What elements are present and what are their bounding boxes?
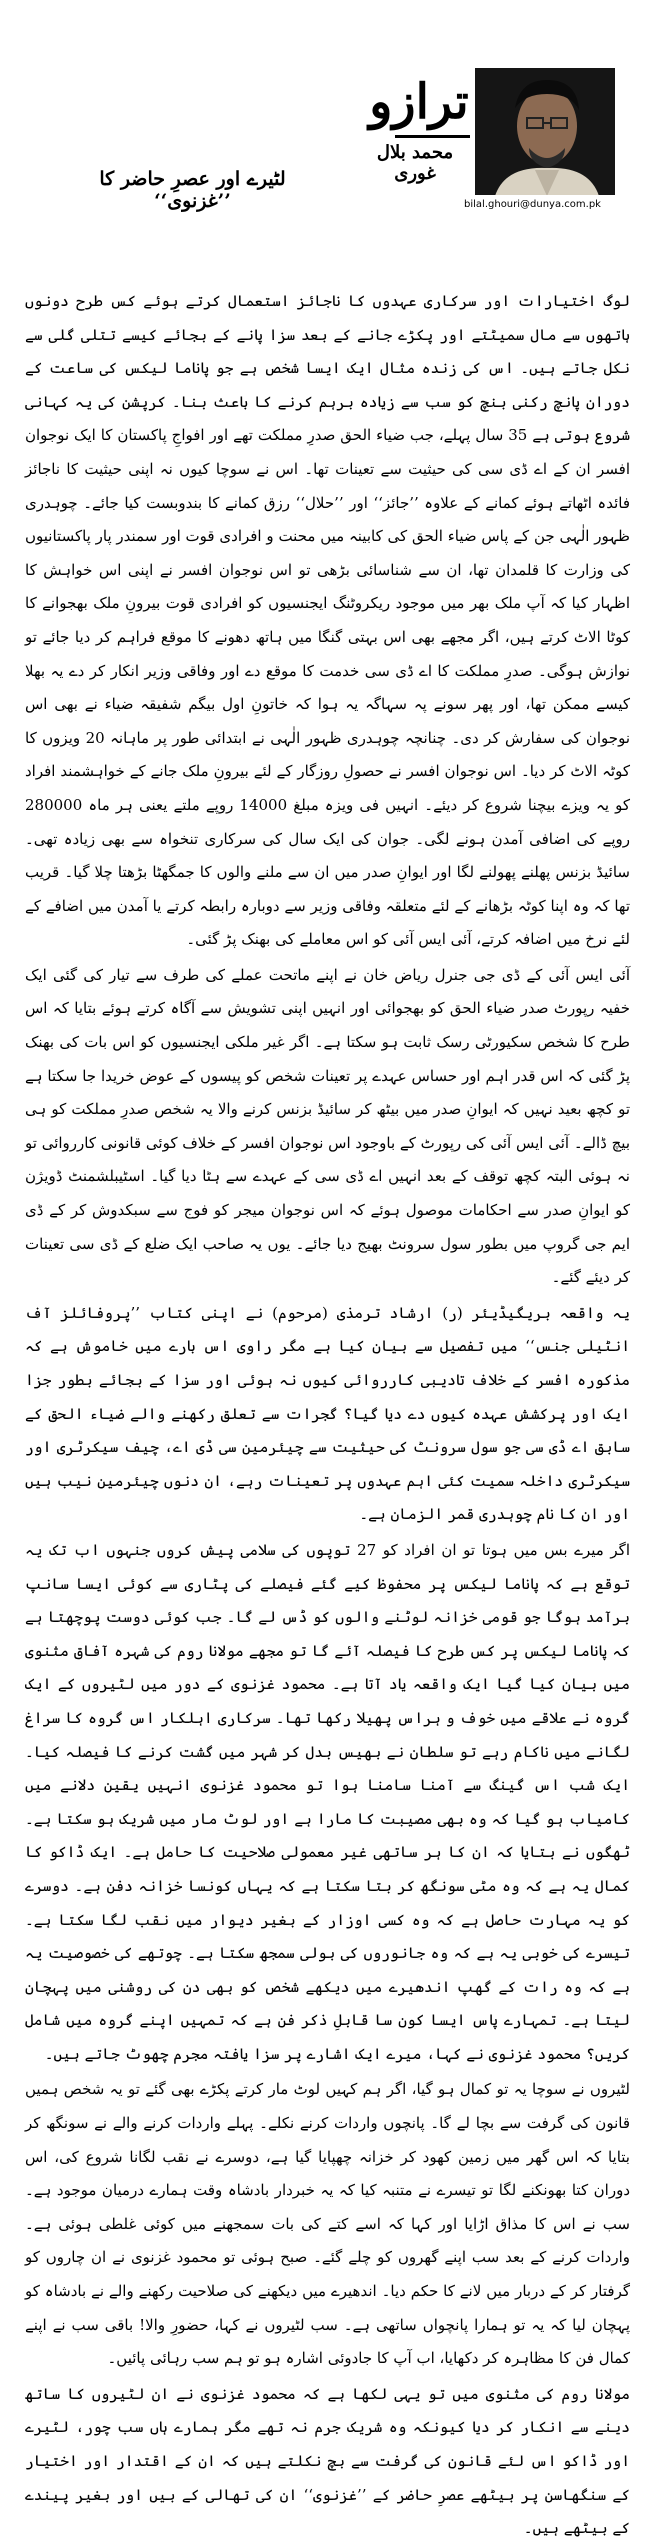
brand-underline: [395, 135, 470, 138]
column-header: [0, 0, 650, 260]
author-portrait-image: [475, 68, 615, 196]
article-paragraph: مولانا روم کی مثنوی میں تو یہی لکھا ہے کہ محمود غزنوی نے ان لٹیروں کا ساتھ دینے سے انکار کر دیا کیونکہ وہ شریک جرم نہ تھے مگر ہمارے ہاں سب چور، لٹیرے اور ڈاکو اس لئے قانون کی گرفت سے بچ نکلتے ہیں کہ ان کے اقتدار اور اختیار کے سنگھاسن پر بیٹھے عصرِ حاضر کے ’’غزنوی‘‘ ان کی تھالی کے بیں اور بغیر پیندے کے بیٹھے ہیں۔: [25, 2384, 630, 2538]
author-name: محمد بلال غوری: [376, 142, 454, 184]
article-headline: لٹیرے اور عصرِ حاضر کا ’’غزنوی‘‘: [99, 168, 286, 212]
article-paragraph: آئی ایس آئی کے ڈی جی جنرل ریاض خان نے اپنے ماتحت عملے کی طرف سے تیار کی گئی ایک خفیہ رپورٹ صدر ضیاء الحق کو بھجوائی اور انہیں اپنی تشویش سے آگاہ کرتے ہوئے بتایا کہ اس طرح کا شخص سکیورٹی رسک ثابت ہو سکتا ہے۔ اگر غیر ملکی ایجنسیوں کو اس بات کی بھنک پڑ گئی کہ اس قدر اہم اور حساس عہدے پر تعینات شخص کو پیسوں کے عوض خریدا جا سکتا ہے تو کچھ بعید نہیں کہ ایوانِ صدر میں بیٹھ کر سائیڈ بزنس کرنے والا یہ شخص صدرِ مملکت کو ہی بیچ ڈالے۔ آئی ایس آئی کی رپورٹ کے باوجود اس نوجوان افسر کے خلاف کوئی قانونی کارروائی تو نہ ہوئی البتہ کچھ توقف کے بعد انہیں اے ڈی سی کے عہدے سے ہٹا دیا گیا۔ اسٹیبلشمنٹ ڈویژن کو ایوانِ صدر سے احکامات موصول ہوئے کہ اس نوجوان میجر کو فوج سے سبکدوش کر کے ڈی ایم جی گروپ میں بطور سول سرونٹ بھیج دیا جائے۔ یوں یہ صاحب ایک ضلع کے ڈی سی تعینات کر دیئے گئے۔: [25, 965, 630, 1287]
article-paragraph: لٹیروں نے سوچا یہ تو کمال ہو گیا، اگر ہم کہیں لوٹ مار کرتے پکڑے بھی گئے تو یہ شخص ہمیں قانون کی گرفت سے بچا لے گا۔ پانچوں واردات کرنے نکلے۔ پہلے واردات کرنے والے نے سونگھ کر بتایا کہ اس گھر میں زمین کھود کر خزانہ چھپایا گیا ہے، دوسرے نے نقب لگانا شروع کی، اس دوران کتا بھونکنے لگا تو تیسرے نے متنبہ کیا کہ یہ خبردار بادشاہ وقت ہمارے درمیان موجود ہے۔ سب نے اس کا مذاق اڑایا اور کہا کہ اسے کتے کی بات سمجھنے میں کوئی غلطی ہوئی ہے۔ واردات کرنے کے بعد سب اپنے گھروں کو چلے گئے۔ صبح ہوئی تو محمود غزنوی نے ان چاروں کو گرفتار کر کے دربار میں لانے کا حکم دیا۔ اندھیرے میں دیکھنے کی صلاحیت رکھنے والے نے بادشاہ کو پہچان لیا کہ یہ تو ہمارا پانچواں ساتھی ہے۔ سب لٹیروں نے کہا، حضورِ والا! باقی سب نے اپنے کمال فن کا مظاہرہ کر دکھایا، اب آپ کا جادوئی اشارہ ہو تو ہم سب رہائی پائیں۔: [25, 2080, 630, 2368]
column-brand: [365, 72, 473, 132]
article-body: [25, 285, 630, 2538]
author-email: bilal.ghouri@dunya.com.pk: [450, 195, 615, 215]
article-paragraph: یہ واقعہ بریگیڈیئر (ر) ارشاد ترمذی (مرحوم) نے اپنی کتاب ’’پروفائلز آف انٹیلی جنس‘‘ میں تفصیل سے بیان کیا ہے مگر راوی اس بارے میں خاموش ہے کہ مذکورہ افسر کے خلاف تادیبی کارروائی کیوں نہ ہوئی اور سزا کے بجائے بطور جزا ایک اور پرکشش عہدہ کیوں دے دیا گیا؟ گجرات سے تعلق رکھنے والے ضیاء الحق کے سابق اے ڈی سی جو سول سرونٹ کی حیثیت سے چیئرمین سی ڈی اے، چیف سیکرٹری اور سیکرٹری داخلہ سمیت کئی اہم عہدوں پر تعینات رہے، ان دنوں چیئرمین نیب ہیں اور ان کا نام چوہدری قمر الزمان ہے۔: [25, 1303, 630, 1524]
article-paragraph: لوگ اختیارات اور سرکاری عہدوں کا ناجائز استعمال کرتے ہوئے کس طرح دونوں ہاتھوں سے مال سمیٹتے اور پکڑے جانے کے بعد سزا پانے کے بجائے کیسے تتلی گلی سے نکل جاتے ہیں۔ اس کی زندہ مثال ایک ایسا شخص ہے جو پاناما لیکس کی ساعت کے دوران پانچ رکنی بنچ کو سب سے زیادہ برہم کرنے کا باعث بنا۔ کرپشن کی یہ کہانی شروع ہوتی ہے 35 سال پہلے، جب ضیاء الحق صدرِ مملکت تھے اور افواجِ پاکستان کا ایک نوجوان افسر ان کے اے ڈی سی کی حیثیت سے تعینات تھا۔ اس نے سوچا کیوں نہ اپنی حیثیت کا ناجائز فائدہ اٹھاتے ہوئے کمانے کے علاوہ ’’جائز‘‘ اور ’’حلال‘‘ رزق کمانے کا بندوبست کیا جائے۔ چوہدری ظہور الٰہی جن کے پاس ضیاء الحق کی کابینہ میں محنت و افرادی قوت اور سمندر پار پاکستانیوں کی وزارت کا قلمدان تھا، ان سے شناسائی بڑھی تو اس نوجوان افسر نے اپنی اس خواہش کا اظہار کیا کہ آپ ملک بھر میں موجود ریکروٹنگ ایجنسیوں کو افرادی قوت بیرونِ ملک بھجوانے کا کوٹا الاٹ کرتے ہیں، اگر مجھے بھی اس بہتی گنگا میں ہاتھ دھونے کا موقع فراہم کر دیا جائے تو نوازش ہوگی۔ صدرِ مملکت کا اے ڈی سی خدمت کا موقع دے اور وفاقی وزیر انکار کر دے یہ بھلا کیسے ممکن تھا، اور پھر سونے پہ سہاگہ یہ ہوا کہ خاتونِ اول بیگم شفیقہ ضیاء نے بھی اس نوجوان کی سفارش کر دی۔ چنانچہ چوہدری ظہور الٰہی نے ابتدائی طور پر ماہانہ 20 ویزوں کا کوٹہ الاٹ کر دیا۔ اس نوجوان افسر نے حصولِ روزگار کے لئے بیرونِ ملک جانے کے خواہشمند افراد کو یہ ویزے بیچنا شروع کر دیئے۔ انہیں فی ویزہ مبلغ 14000 روپے ملتے یعنی ہر ماہ 280000 روپے کی اضافی آمدن ہونے لگی۔ جوان کی ایک سال کی سرکاری تنخواہ سے بھی زیادہ تھی۔ سائیڈ بزنس پھلنے پھولنے لگا اور ایوانِ صدر میں ان سے ملنے والوں کا جمگھٹا بڑھتا چلا گیا۔ قریب تھا کہ وہ اپنا کوٹہ بڑھانے کے لئے متعلقہ وفاقی وزیر سے دوبارہ رابطہ کرتے یا آمدن میں اضافے کے لئے نرخ میں اضافہ کرتے، آئی ایس آئی کو اس معاملے کی بھنک پڑ گئی۔: [25, 292, 630, 949]
column-brand-title: ترازو: [369, 74, 469, 130]
author-photo: [475, 68, 615, 196]
article-paragraph: اگر میرے بس میں ہوتا تو ان افراد کو 27 توپوں کی سلامی پیش کروں جنہوں اب تک یہ توقع ہے کہ پاناما لیکس پر محفوظ کیے گئے فیصلے کی پٹاری سے کوئی ایسا سانپ برآمد ہوگا جو قومی خزانہ لوٹنے والوں کو ڈس لے گا۔ جب کوئی دوست پوچھتا ہے کہ پاناما لیکس پر کس طرح کا فیصلہ آئے گا تو مجھے مولانا روم کی شہرہ آفاق مثنوی میں بیان کیا گیا ایک واقعہ یاد آتا ہے۔ محمود غزنوی کے دور میں لٹیروں کے ایک گروہ نے علاقے میں خوف و ہراس پھیلا رکھا تھا۔ سرکاری اہلکار اس گروہ کا سراغ لگانے میں ناکام رہے تو سلطان نے بھیس بدل کر شہر میں گشت کرنے کا فیصلہ کیا۔ ایک شب اس گینگ سے آمنا سامنا ہوا تو محمود غزنوی انہیں یقین دلانے میں کامیاب ہو گیا کہ وہ بھی مصیبت کا مارا ہے اور لوٹ مار میں شریک ہو سکتا ہے۔ ٹھگوں نے بتایا کہ ان کا ہر ساتھی غیر معمولی صلاحیت کا حامل ہے۔ ایک ڈاکو کا کمال یہ ہے کہ وہ مٹی سونگھ کر بتا سکتا ہے کہ یہاں کونسا خزانہ دفن ہے۔ دوسرے کو یہ مہارت حاصل ہے کہ وہ کسی اوزار کے بغیر دیوار میں نقب لگا سکتا ہے۔ تیسرے کی خوبی یہ ہے کہ وہ جانوروں کی بولی سمجھ سکتا ہے۔ چوتھے کی خصوصیت یہ ہے کہ وہ رات کے گھپ اندھیرے میں دیکھے شخص کو بھی دن کی روشنی میں پہچان لیتا ہے۔ تمہارے پاس ایسا کون سا قابلِ ذکر فن ہے کہ تمہیں اپنے گروہ میں شامل کریں؟ محمود غزنوی نے کہا، میرے ایک اشارے پر سزا یافتہ مجرم چھوٹ جاتے ہیں۔: [25, 1540, 630, 2063]
